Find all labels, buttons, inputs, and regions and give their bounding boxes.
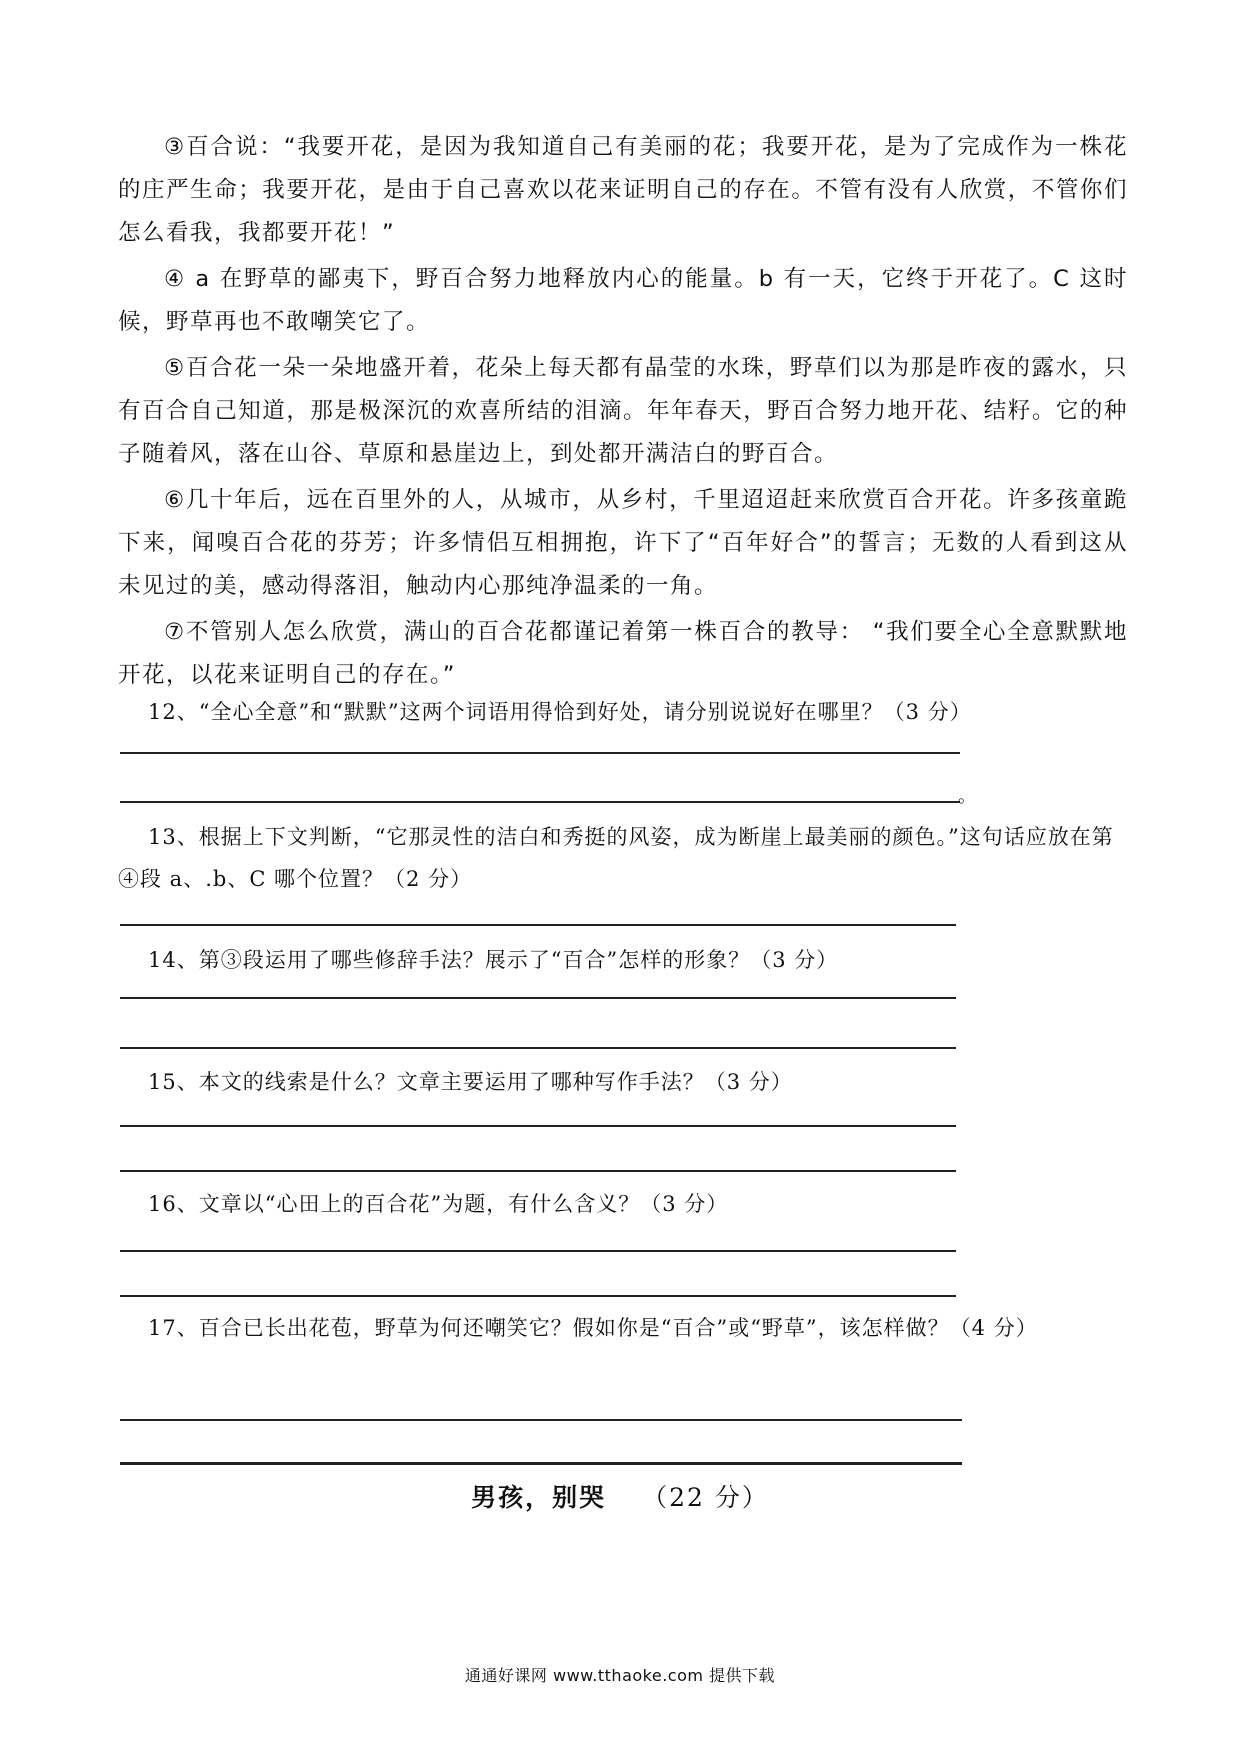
- section-heading: 男孩，别哭: [471, 1483, 607, 1512]
- answer-line-14a[interactable]: [120, 997, 956, 999]
- section-score: （22 分）: [642, 1483, 769, 1512]
- paragraph-6: ⑥几十年后，远在百里外的人，从城市，从乡村，千里迢迢赶来欣赏百合开花。许多孩童跪下来，闻嗅百合花的芬芳；许多情侣互相拥抱，许下了“百年好合”的誓言；无数的人看到这从未见过的美，感动得落泪，触动内心那纯净温柔的一角。: [118, 487, 1128, 599]
- answer-line-12b[interactable]: [120, 801, 960, 803]
- answer-line-12a[interactable]: [120, 752, 960, 754]
- question-16: 16、文章以“心田上的百合花”为题，有什么含义？（3 分）: [148, 1192, 729, 1216]
- answer-line-16a[interactable]: [120, 1250, 956, 1252]
- question-12: 12、“全心全意”和“默默”这两个词语用得恰到好处，请分别说说好在哪里？（3 分）: [148, 700, 972, 724]
- answer-line-14b[interactable]: [120, 1047, 956, 1049]
- footer-source: 通通好课网 www.tthaoke.com 提供下载: [464, 1666, 776, 1685]
- answer-period: 。: [958, 786, 976, 807]
- paragraph-7: ⑦不管别人怎么欣赏，满山的百合花都谨记着第一株百合的教导： “我们要全心全意默默地开花，以花来证明自己的存在。”: [118, 619, 1128, 688]
- question-15: 15、本文的线索是什么？文章主要运用了哪种写作手法？（3 分）: [148, 1070, 793, 1094]
- section-title: [0, 1478, 1240, 1514]
- answer-line-13[interactable]: [120, 924, 956, 926]
- reading-passage: [118, 126, 1128, 700]
- paragraph-5: ⑤百合花一朵一朵地盛开着，花朵上每天都有晶莹的水珠，野草们以为那是昨夜的露水，只有百合自己知道，那是极深沉的欢喜所结的泪滴。年年春天，野百合努力地开花、结籽。它的种子随着风，落在山谷、草原和悬崖边上，到处都开满洁白的野百合。: [118, 355, 1128, 467]
- answer-line-15b[interactable]: [120, 1170, 956, 1172]
- question-13: 13、根据上下文判断，“它那灵性的洁白和秀挺的风姿，成为断崖上最美丽的颜色。”这句话应放在第④段 a、.b、C 哪个位置？（2 分）: [118, 825, 1114, 891]
- answer-line-15a[interactable]: [120, 1125, 956, 1127]
- paragraph-3: ③百合说：“我要开花，是因为我知道自己有美丽的花；我要开花，是为了完成作为一株花的庄严生命；我要开花，是由于自己喜欢以花来证明自己的存在。不管有没有人欣赏，不管你们怎么看我，我都要开花！”: [118, 134, 1128, 246]
- answer-line-17b[interactable]: [120, 1462, 962, 1465]
- answer-line-16b[interactable]: [120, 1295, 956, 1297]
- answer-line-17a[interactable]: [120, 1419, 962, 1421]
- question-14: 14、第③段运用了哪些修辞手法？展示了“百合”怎样的形象？（3 分）: [148, 948, 839, 972]
- question-17: 17、百合已长出花苞，野草为何还嘲笑它？假如你是“百合”或“野草”，该怎样做？（4 分）: [148, 1316, 1038, 1340]
- paragraph-4: ④ a 在野草的鄙夷下，野百合努力地释放内心的能量。b 有一天，它终于开花了。C 这时候，野草再也不敢嘲笑它了。: [118, 266, 1128, 335]
